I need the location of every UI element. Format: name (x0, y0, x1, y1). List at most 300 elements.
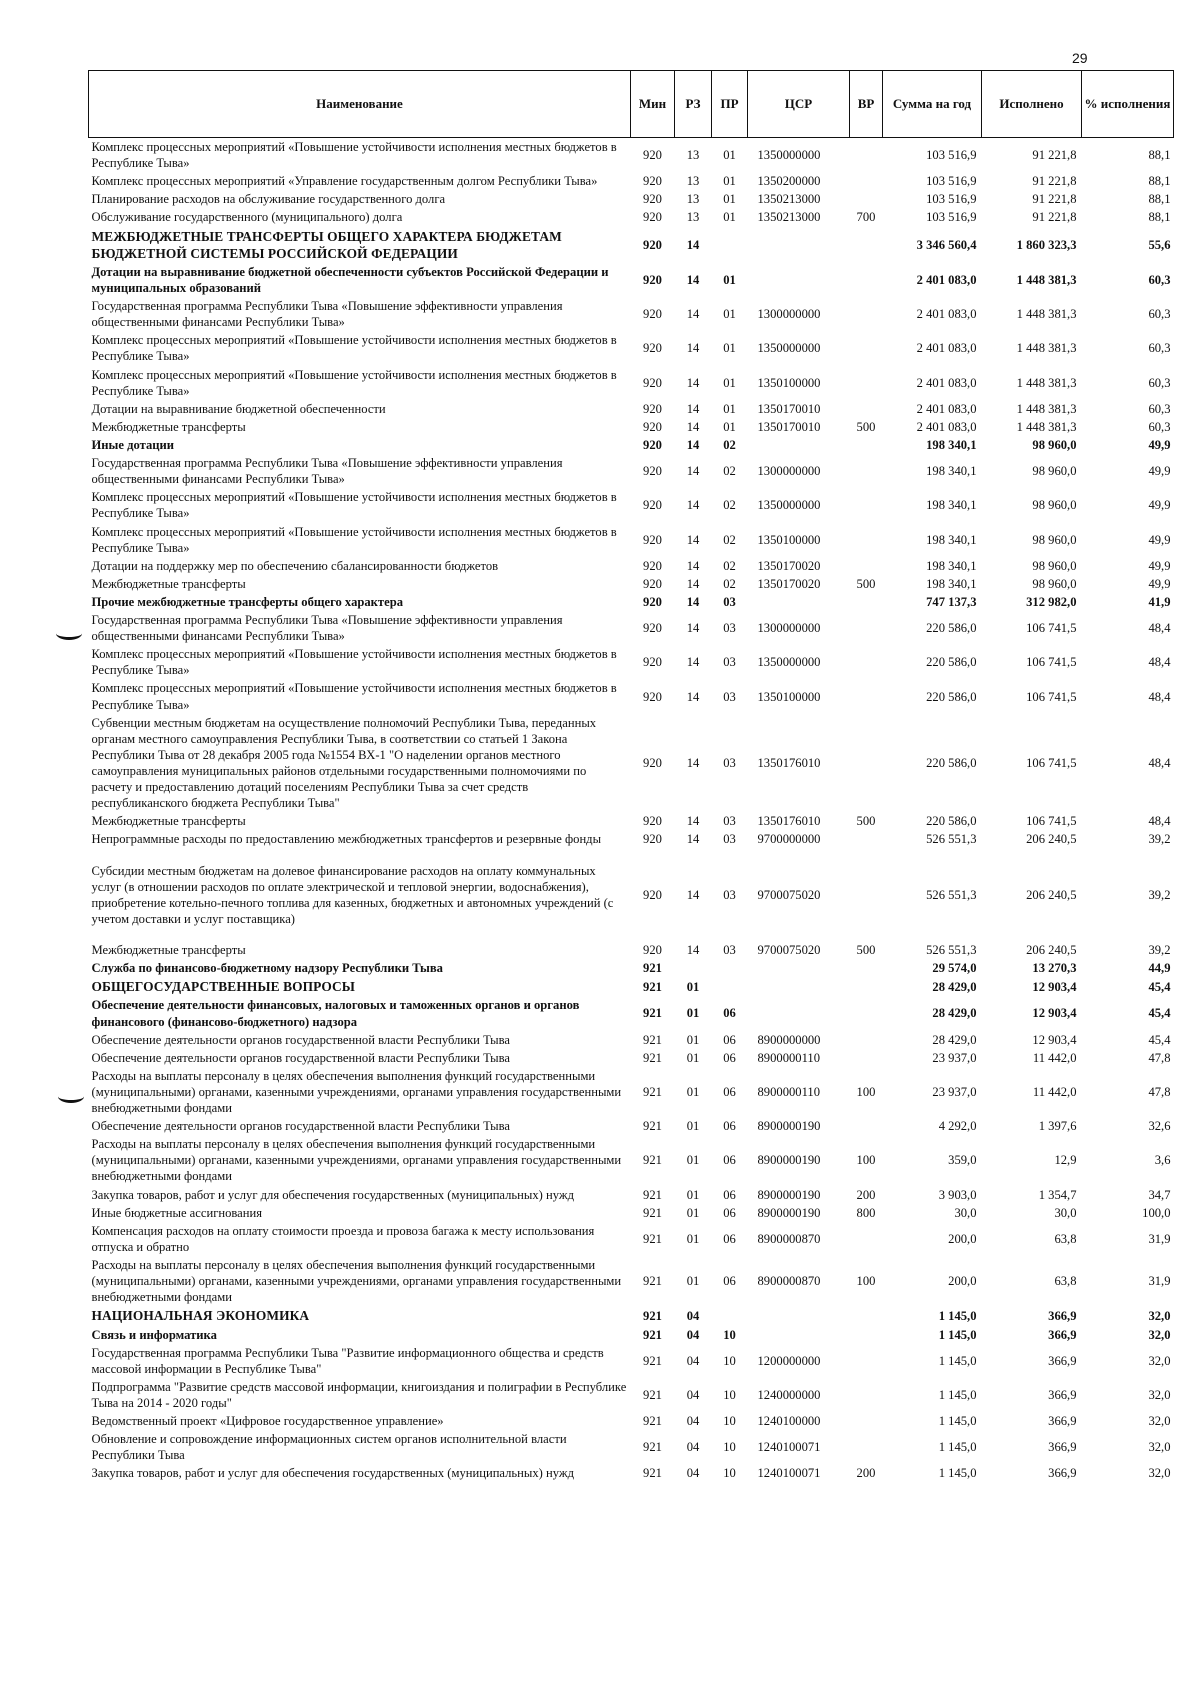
cell-csr: 9700075020 (757, 887, 821, 902)
cell-vr (850, 454, 883, 488)
table-row (89, 1306, 1174, 1325)
cell-pct: 55,6 (1148, 237, 1171, 252)
cell-csr: 1350170010 (757, 401, 821, 416)
cell-vr: 100 (856, 1084, 876, 1099)
table-row (89, 263, 1174, 297)
cell-pct: 49,9 (1148, 558, 1171, 573)
cell-vr: 100 (856, 1153, 876, 1168)
cell-name: Расходы на выплаты персоналу в целях обеспечения выполнения функций государственными (муниципальными) органами, казенными учреждениями, органами управления государственными внебюджетными фондами (91, 1258, 622, 1305)
cell-vr (850, 436, 883, 454)
cell-pr: 01 (723, 148, 736, 163)
cell-csr: 1350100000 (757, 532, 821, 547)
cell-pct: 48,4 (1148, 621, 1171, 636)
cell-vr (850, 977, 883, 996)
cell-name: ОБЩЕГОСУДАРСТВЕННЫЕ ВОПРОСЫ (91, 979, 356, 995)
cell-rz: 01 (686, 1231, 700, 1246)
cell-sum: 220 586,0 (926, 814, 977, 829)
cell-exec: 63,8 (1054, 1231, 1077, 1246)
cell-rz: 14 (686, 655, 700, 670)
cell-name: Субвенции местным бюджетам на осуществление полномочий Республики Тыва, переданных органам местного самоуправления Республики Тыва, в соответствии со статьей 1 Закона Республики Тыва от 28 декабря 2005 года №1554 ВХ-1 "О наделении органов местного самоуправления муниципальных районов отдельными государственными полномочиями по расчету и предоставлению дотаций поселениям Республики Тыва за счет средств республиканского бюджета Республики Тыва" (91, 715, 597, 811)
cell-sum: 200,0 (948, 1274, 977, 1289)
cell-pct: 47,8 (1148, 1050, 1171, 1065)
table-row (89, 227, 1174, 263)
cell-sum: 23 937,0 (932, 1084, 977, 1099)
cell-pct: 32,0 (1148, 1466, 1171, 1481)
margin-mark (58, 1090, 84, 1103)
cell-sum: 28 429,0 (932, 1032, 977, 1047)
cell-sum: 4 292,0 (938, 1119, 977, 1134)
cell-vr (850, 1222, 883, 1256)
cell-rz: 14 (686, 307, 700, 322)
cell-min: 921 (643, 961, 662, 976)
cell-exec: 1 860 323,3 (1016, 237, 1077, 252)
cell-rz: 14 (686, 464, 700, 479)
cell-min: 920 (643, 437, 662, 452)
cell-pr: 01 (723, 401, 736, 416)
cell-pct: 49,9 (1148, 464, 1171, 479)
cell-pct: 45,4 (1148, 979, 1171, 994)
cell-name: Комплекс процессных мероприятий «Повышение устойчивости исполнения местных бюджетов в Республике Тыва» (91, 367, 617, 398)
cell-name: Комплекс процессных мероприятий «Повышение устойчивости исполнения местных бюджетов в Республике Тыва» (91, 647, 617, 678)
cell-min: 921 (643, 1119, 662, 1134)
cell-name: Обеспечение деятельности органов государственной власти Республики Тыва (91, 1032, 510, 1047)
cell-min: 920 (643, 755, 662, 770)
cell-name: Дотации на выравнивание бюджетной обеспеченности (91, 401, 386, 416)
cell-rz: 14 (686, 437, 700, 452)
table-row (89, 488, 1174, 522)
cell-pr (712, 1306, 748, 1325)
cell-vr: 800 (856, 1205, 876, 1220)
cell-sum: 198 340,1 (926, 437, 977, 452)
cell-vr (850, 996, 883, 1030)
table-row (89, 1464, 1174, 1482)
cell-pr: 01 (723, 192, 736, 207)
cell-min: 920 (643, 341, 662, 356)
cell-exec: 63,8 (1054, 1274, 1077, 1289)
table-row (89, 331, 1174, 365)
cell-vr (850, 488, 883, 522)
table-row (89, 418, 1174, 436)
cell-vr (850, 331, 883, 365)
cell-exec: 98 960,0 (1032, 464, 1077, 479)
cell-min: 920 (643, 419, 662, 434)
cell-min: 920 (643, 558, 662, 573)
cell-vr (850, 849, 883, 941)
cell-csr (748, 1326, 850, 1344)
page-number: 29 (1072, 50, 1088, 66)
cell-csr: 1300000000 (757, 621, 821, 636)
cell-exec: 98 960,0 (1032, 576, 1077, 591)
cell-name: Комплекс процессных мероприятий «Повышение устойчивости исполнения местных бюджетов в Республике Тыва» (91, 681, 617, 712)
cell-min: 920 (643, 887, 662, 902)
cell-exec: 106 741,5 (1026, 689, 1077, 704)
cell-name: Ведомственный проект «Цифровое государственное управление» (91, 1414, 444, 1429)
cell-name: Иные дотации (91, 437, 175, 452)
cell-csr (748, 263, 850, 297)
cell-rz: 14 (686, 814, 700, 829)
cell-pr: 01 (723, 341, 736, 356)
cell-min: 921 (643, 1205, 662, 1220)
cell-pct: 88,1 (1148, 210, 1171, 225)
cell-sum: 526 551,3 (926, 887, 977, 902)
cell-pct: 60,3 (1148, 401, 1171, 416)
cell-min: 921 (643, 1440, 662, 1455)
cell-name: Комплекс процессных мероприятий «Повышение устойчивости исполнения местных бюджетов в Республике Тыва» (91, 490, 617, 521)
cell-vr (850, 1326, 883, 1344)
cell-rz: 14 (686, 943, 700, 958)
cell-pr: 03 (723, 814, 736, 829)
table-row (89, 1117, 1174, 1135)
cell-sum: 1 145,0 (938, 1414, 977, 1429)
cell-name: Государственная программа Республики Тыва "Развитие информационного общества и средств массовой информации в Республике Тыва" (91, 1345, 604, 1376)
cell-rz: 14 (686, 689, 700, 704)
cell-vr (850, 523, 883, 557)
cell-pr: 03 (723, 943, 736, 958)
cell-pct: 31,9 (1148, 1231, 1171, 1246)
cell-rz: 01 (686, 1153, 700, 1168)
table-row (89, 977, 1174, 996)
header-csr: ЦСР (748, 71, 850, 138)
cell-csr (748, 227, 850, 263)
cell-sum: 1 145,0 (938, 1387, 977, 1402)
cell-pct: 45,4 (1148, 1006, 1171, 1021)
cell-exec: 91 221,8 (1032, 210, 1077, 225)
cell-rz: 14 (686, 375, 700, 390)
table-row (89, 1135, 1174, 1185)
cell-pr: 01 (723, 307, 736, 322)
cell-name: МЕЖБЮДЖЕТНЫЕ ТРАНСФЕРТЫ ОБЩЕГО ХАРАКТЕРА БЮДЖЕТАМ БЮДЖЕТНОЙ СИСТЕМЫ РОССИЙСКОЙ ФЕДЕРАЦИИ (91, 228, 562, 261)
cell-csr: 8900000870 (757, 1274, 821, 1289)
cell-rz: 14 (686, 887, 700, 902)
table-row (89, 1256, 1174, 1306)
cell-min: 920 (643, 237, 662, 252)
cell-rz: 01 (686, 1274, 700, 1289)
cell-name: Обеспечение деятельности органов государственной власти Республики Тыва (91, 1119, 510, 1134)
cell-pr: 01 (723, 174, 736, 189)
cell-vr (850, 1412, 883, 1430)
cell-csr: 8900000870 (757, 1231, 821, 1246)
cell-sum: 2 401 083,0 (916, 341, 977, 356)
header-vr: ВР (850, 71, 883, 138)
cell-pr: 03 (723, 887, 736, 902)
cell-pct: 31,9 (1148, 1274, 1171, 1289)
cell-name: Закупка товаров, работ и услуг для обеспечения государственных (муниципальных) нужд (91, 1187, 574, 1202)
cell-rz: 14 (686, 419, 700, 434)
cell-min: 920 (643, 174, 662, 189)
table-row (89, 593, 1174, 611)
cell-pr: 10 (723, 1327, 736, 1342)
table-row (89, 611, 1174, 645)
cell-exec: 366,9 (1048, 1466, 1077, 1481)
cell-name: Подпрограмма "Развитие средств массовой информации, книгоиздания и полиграфии в Республике Тыва на 2014 - 2020 годы" (91, 1379, 627, 1410)
cell-sum: 2 401 083,0 (916, 375, 977, 390)
table-row (89, 1344, 1174, 1378)
cell-name: Комплекс процессных мероприятий «Повышение устойчивости исполнения местных бюджетов в Республике Тыва» (91, 140, 617, 171)
cell-csr: 1350000000 (757, 148, 821, 163)
cell-min: 921 (643, 979, 662, 994)
cell-min: 920 (643, 307, 662, 322)
cell-pr: 10 (723, 1414, 736, 1429)
cell-name: Межбюджетные трансферты (91, 576, 246, 591)
cell-exec: 12,9 (1054, 1153, 1077, 1168)
cell-vr: 500 (856, 943, 876, 958)
header-exec: Исполнено (982, 71, 1082, 138)
cell-min: 920 (643, 272, 662, 287)
cell-pr (712, 977, 748, 996)
cell-csr: 1350170020 (757, 576, 821, 591)
cell-csr: 1240100071 (757, 1466, 821, 1481)
header-pr: ПР (712, 71, 748, 138)
cell-name: Субсидии местным бюджетам на долевое финансирование расходов на оплату коммунальных услуг (в отношении расходов по оплате электрической и тепловой энергии, водоснабжения), приобретение котельно-печного топлива для казенных, бюджетных и автономных учреждений (с учетом доставки и услуг поставщика) (91, 863, 614, 926)
cell-sum: 2 401 083,0 (916, 401, 977, 416)
table-row (89, 996, 1174, 1030)
cell-name: Расходы на выплаты персоналу в целях обеспечения выполнения функций государственными (муниципальными) органами, казенными учреждениями, органами управления государственными внебюджетными фондами (91, 1068, 622, 1116)
cell-pr: 06 (723, 1187, 736, 1202)
cell-rz: 04 (686, 1353, 700, 1368)
table-row (89, 1204, 1174, 1222)
cell-pct: 41,9 (1148, 594, 1171, 609)
table-row (89, 366, 1174, 400)
cell-exec: 11 442,0 (1032, 1050, 1077, 1065)
cell-sum: 103 516,9 (926, 174, 977, 189)
cell-rz: 04 (686, 1308, 700, 1323)
cell-rz: 01 (686, 1050, 700, 1065)
cell-name: Государственная программа Республики Тыва «Повышение эффективности управления общественными финансами Республики Тыва» (91, 613, 563, 644)
cell-exec: 1 448 381,3 (1016, 341, 1077, 356)
cell-vr (850, 400, 883, 418)
cell-rz: 14 (686, 532, 700, 547)
cell-vr: 200 (856, 1466, 876, 1481)
cell-exec: 1 448 381,3 (1016, 307, 1077, 322)
budget-table-container (88, 70, 1173, 1483)
cell-exec: 1 448 381,3 (1016, 272, 1077, 287)
cell-min: 920 (643, 689, 662, 704)
cell-csr: 1350213000 (757, 210, 821, 225)
cell-csr: 8900000190 (757, 1205, 821, 1220)
cell-csr: 1350176010 (757, 814, 821, 829)
cell-min: 921 (643, 1466, 662, 1481)
cell-vr (850, 679, 883, 713)
cell-csr: 8900000110 (757, 1084, 821, 1099)
cell-rz: 13 (686, 174, 700, 189)
cell-rz: 01 (686, 1187, 700, 1202)
table-row (89, 557, 1174, 575)
cell-csr: 1350170010 (757, 419, 821, 434)
cell-rz: 01 (686, 1084, 700, 1099)
cell-pct: 32,0 (1148, 1387, 1171, 1402)
cell-name: Государственная программа Республики Тыва «Повышение эффективности управления общественными финансами Республики Тыва» (91, 456, 563, 487)
cell-sum: 1 145,0 (938, 1353, 977, 1368)
cell-exec: 98 960,0 (1032, 532, 1077, 547)
cell-pr: 03 (723, 832, 736, 847)
cell-min: 921 (643, 1187, 662, 1202)
cell-pr: 03 (723, 655, 736, 670)
cell-name: Компенсация расходов на оплату стоимости проезда и провоза багажа к месту использования отпуска и обратно (91, 1223, 595, 1254)
cell-pct: 32,0 (1148, 1414, 1171, 1429)
table-row (89, 1378, 1174, 1412)
cell-pct: 32,0 (1148, 1440, 1171, 1455)
cell-exec: 30,0 (1054, 1205, 1077, 1220)
cell-vr: 100 (856, 1274, 876, 1289)
cell-vr (850, 227, 883, 263)
cell-vr: 500 (856, 576, 876, 591)
table-row (89, 714, 1174, 813)
cell-min: 921 (643, 1353, 662, 1368)
cell-csr: 1350000000 (757, 341, 821, 356)
cell-sum: 3 903,0 (938, 1187, 977, 1202)
cell-pr: 10 (723, 1387, 736, 1402)
cell-rz: 14 (686, 832, 700, 847)
table-row (89, 1222, 1174, 1256)
cell-pr: 02 (723, 498, 736, 513)
cell-min: 921 (643, 1084, 662, 1099)
cell-rz: 14 (686, 558, 700, 573)
cell-exec: 366,9 (1048, 1387, 1077, 1402)
cell-csr: 9700000000 (757, 832, 821, 847)
cell-min: 920 (643, 464, 662, 479)
cell-rz: 01 (686, 1119, 700, 1134)
cell-csr (748, 996, 850, 1030)
table-row (89, 812, 1174, 830)
cell-exec: 91 221,8 (1032, 192, 1077, 207)
cell-min: 921 (643, 1274, 662, 1289)
cell-min: 921 (643, 1387, 662, 1402)
cell-csr: 1350000000 (757, 498, 821, 513)
cell-csr: 1350200000 (757, 174, 821, 189)
cell-rz: 13 (686, 210, 700, 225)
cell-rz: 14 (686, 594, 700, 609)
cell-csr: 1350213000 (757, 192, 821, 207)
cell-csr (748, 959, 850, 977)
cell-rz: 01 (686, 1205, 700, 1220)
cell-vr (850, 190, 883, 208)
cell-vr: 500 (856, 419, 876, 434)
cell-pr: 02 (723, 464, 736, 479)
cell-sum: 3 346 560,4 (916, 237, 977, 252)
cell-sum: 1 145,0 (938, 1308, 977, 1323)
cell-vr (850, 1344, 883, 1378)
cell-pct: 60,3 (1148, 307, 1171, 322)
cell-sum: 747 137,3 (926, 594, 977, 609)
cell-pct: 34,7 (1148, 1187, 1171, 1202)
cell-pct: 60,3 (1148, 419, 1171, 434)
cell-pct: 39,2 (1148, 943, 1171, 958)
budget-table (88, 70, 1174, 1483)
cell-vr (850, 557, 883, 575)
cell-vr: 200 (856, 1187, 876, 1202)
cell-sum: 198 340,1 (926, 532, 977, 547)
cell-pct: 60,3 (1148, 272, 1171, 287)
cell-pct: 60,3 (1148, 341, 1171, 356)
table-row (89, 1326, 1174, 1344)
cell-name: Прочие межбюджетные трансферты общего характера (91, 594, 403, 609)
cell-vr (850, 714, 883, 813)
cell-sum: 198 340,1 (926, 558, 977, 573)
header-pct: % исполнения (1082, 71, 1174, 138)
cell-pct: 49,9 (1148, 437, 1171, 452)
cell-sum: 1 145,0 (938, 1327, 977, 1342)
cell-rz: 04 (686, 1440, 700, 1455)
cell-pr: 06 (723, 1153, 736, 1168)
cell-name: Комплекс процессных мероприятий «Повышение устойчивости исполнения местных бюджетов в Республике Тыва» (91, 333, 617, 364)
table-row (89, 138, 1174, 173)
cell-exec: 12 903,4 (1032, 979, 1077, 994)
margin-mark (56, 627, 82, 640)
cell-name: Межбюджетные трансферты (91, 419, 246, 434)
cell-exec: 366,9 (1048, 1440, 1077, 1455)
cell-csr (748, 1306, 850, 1325)
cell-pct: 39,2 (1148, 832, 1171, 847)
cell-pct: 32,0 (1148, 1327, 1171, 1342)
cell-csr (748, 977, 850, 996)
cell-vr (850, 830, 883, 848)
cell-name: Служба по финансово-бюджетному надзору Республики Тыва (91, 961, 443, 976)
cell-exec: 13 270,3 (1032, 961, 1077, 976)
cell-vr (850, 593, 883, 611)
cell-rz: 13 (686, 148, 700, 163)
cell-csr: 1350100000 (757, 689, 821, 704)
cell-pr: 01 (723, 210, 736, 225)
table-row (89, 523, 1174, 557)
cell-min: 920 (643, 621, 662, 636)
cell-pct: 45,4 (1148, 1032, 1171, 1047)
cell-sum: 198 340,1 (926, 464, 977, 479)
cell-pct: 60,3 (1148, 375, 1171, 390)
cell-pr: 06 (723, 1119, 736, 1134)
cell-name: Комплекс процессных мероприятий «Управление государственным долгом Республики Тыва» (91, 174, 598, 189)
cell-pct: 88,1 (1148, 192, 1171, 207)
cell-pct: 48,4 (1148, 689, 1171, 704)
cell-rz: 04 (686, 1327, 700, 1342)
cell-rz: 14 (686, 272, 700, 287)
table-row (89, 454, 1174, 488)
cell-sum: 1 145,0 (938, 1466, 977, 1481)
table-row (89, 679, 1174, 713)
cell-name: Планирование расходов на обслуживание государственного долга (91, 192, 446, 207)
table-row (89, 400, 1174, 418)
cell-min: 920 (643, 532, 662, 547)
cell-csr: 8900000110 (757, 1050, 821, 1065)
table-row (89, 1186, 1174, 1204)
cell-name: Межбюджетные трансферты (91, 814, 246, 829)
cell-min: 921 (643, 1327, 662, 1342)
cell-pct: 49,9 (1148, 498, 1171, 513)
cell-name: Расходы на выплаты персоналу в целях обеспечения выполнения функций государственными (муниципальными) органами, казенными учреждениями, органами управления государственными внебюджетными фондами (91, 1137, 622, 1184)
table-row (89, 830, 1174, 848)
cell-name: Обеспечение деятельности финансовых, налоговых и таможенных органов и органов финансового (финансово-бюджетного) надзора (91, 998, 580, 1029)
cell-csr: 1350170020 (757, 558, 821, 573)
cell-min: 921 (643, 1308, 662, 1323)
cell-csr: 8900000190 (757, 1187, 821, 1202)
cell-exec: 1 354,7 (1038, 1187, 1077, 1202)
cell-pr: 02 (723, 532, 736, 547)
cell-pr: 03 (723, 689, 736, 704)
table-header (89, 71, 1174, 138)
cell-min: 921 (643, 1231, 662, 1246)
cell-vr: 500 (856, 814, 876, 829)
cell-csr: 1300000000 (757, 464, 821, 479)
cell-pct: 32,0 (1148, 1353, 1171, 1368)
cell-vr (850, 645, 883, 679)
cell-csr: 8900000000 (757, 1032, 821, 1047)
cell-exec: 106 741,5 (1026, 655, 1077, 670)
cell-exec: 366,9 (1048, 1327, 1077, 1342)
table-row (89, 645, 1174, 679)
cell-name: Связь и информатика (91, 1327, 217, 1342)
cell-min: 920 (643, 832, 662, 847)
cell-rz: 01 (686, 979, 700, 994)
cell-sum: 198 340,1 (926, 576, 977, 591)
